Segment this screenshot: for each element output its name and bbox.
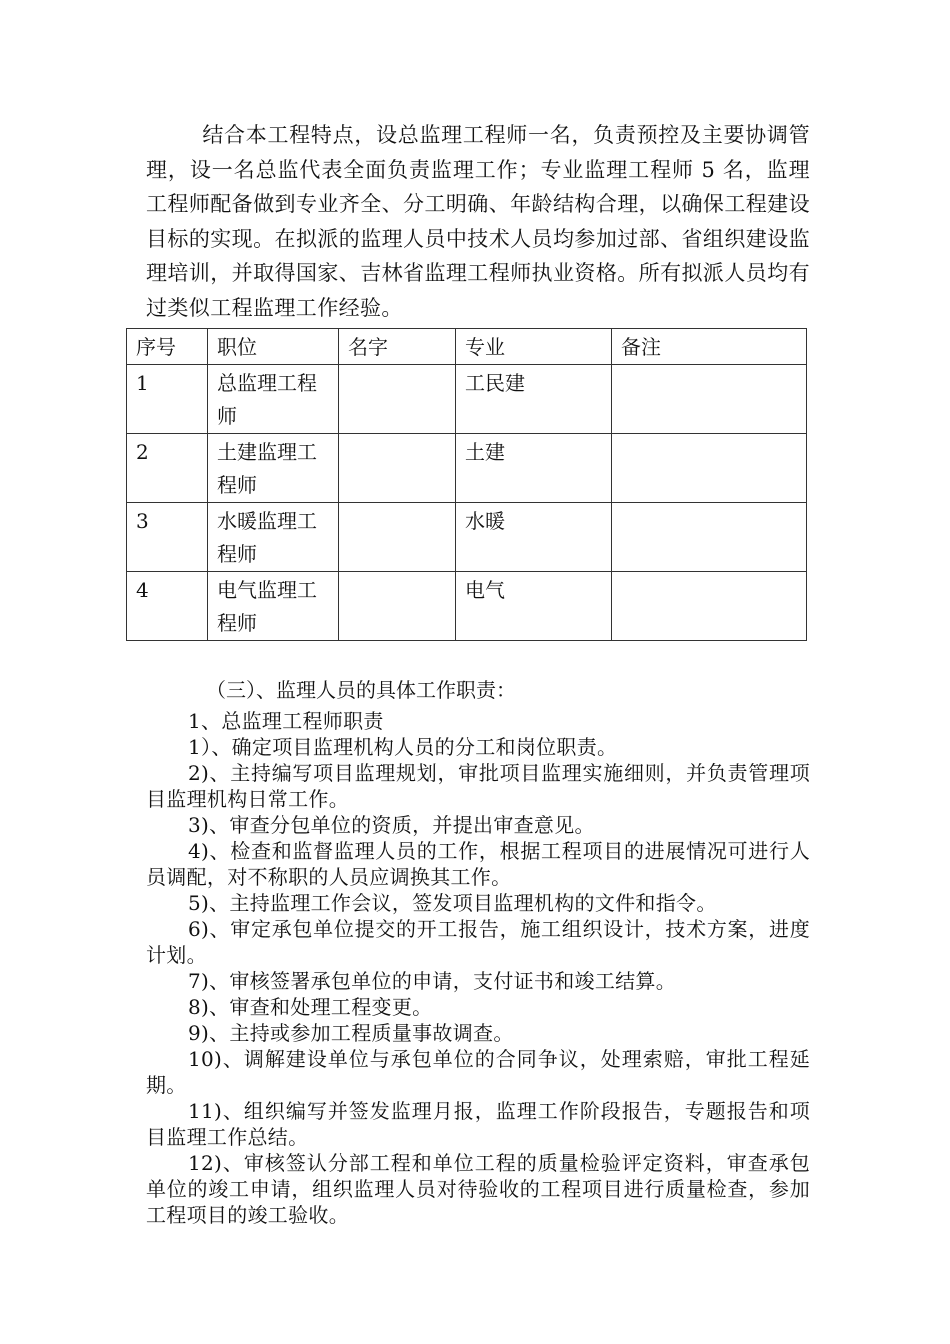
duty-item-text: 7)、审核签署承包单位的申请，支付证书和竣工结算。 [188, 969, 677, 993]
duty-item-text: 10)、调解建设单位与承包单位的合同争议，处理索赔，审批工程延期。 [146, 1047, 810, 1097]
intro-paragraph [146, 118, 810, 325]
table-header-row [127, 329, 807, 365]
duty-item [146, 734, 810, 760]
header-cell: 专业 [456, 329, 612, 365]
table-row [127, 503, 807, 572]
duty-item [146, 1046, 810, 1098]
table-cell: 2 [127, 434, 208, 503]
table-row [127, 365, 807, 434]
table-cell: 土建 [456, 434, 612, 503]
duty-item [146, 916, 810, 968]
table-cell: 总监理工程师 [208, 365, 339, 434]
duty-item [146, 812, 810, 838]
table-cell: 3 [127, 503, 208, 572]
header-cell: 名字 [339, 329, 456, 365]
table-cell [612, 434, 807, 503]
duty-item-text: 8)、审查和处理工程变更。 [188, 995, 433, 1019]
table-cell [612, 572, 807, 641]
duty-item [146, 890, 810, 916]
duty-item-text: 12)、审核签认分部工程和单位工程的质量检验评定资料，审查承包单位的竣工申请，组织监理人员对待验收的工程项目进行质量检查，参加工程项目的竣工验收。 [146, 1151, 810, 1227]
table-cell: 水暖 [456, 503, 612, 572]
table-cell [612, 503, 807, 572]
table-cell: 工民建 [456, 365, 612, 434]
table-cell [339, 365, 456, 434]
duty-item-text: 4)、检查和监督监理人员的工作，根据工程项目的进展情况可进行人员调配，对不称职的人员应调换其工作。 [146, 839, 810, 889]
duty-item [146, 994, 810, 1020]
table-cell: 水暖监理工程师 [208, 503, 339, 572]
duty-item [146, 838, 810, 890]
header-cell: 备注 [612, 329, 807, 365]
intro-text: 结合本工程特点，设总监理工程师一名，负责预控及主要协调管理，设一名总监代表全面负责监理工作；专业监理工程师 5 名，监理工程师配备做到专业齐全、分工明确、年龄结构合理，以确保工程建设目标的实现。在拟派的监理人员中技术人员均参加过部、省组织建设监理培训，并取得国家、吉林省监理工程师执业资格。所有拟派人员均有过类似工程监理工作经验。 [146, 123, 810, 320]
duty-item-text: 9)、主持或参加工程质量事故调查。 [188, 1021, 514, 1045]
table-cell [339, 434, 456, 503]
duty-item [146, 1020, 810, 1046]
table-cell [339, 503, 456, 572]
table-row [127, 572, 807, 641]
table-cell: 电气监理工程师 [208, 572, 339, 641]
duty-item [146, 1150, 810, 1228]
header-cell: 序号 [127, 329, 208, 365]
table-cell [612, 365, 807, 434]
duty-item-text: 2)、主持编写项目监理规划，审批项目监理实施细则，并负责管理项目监理机构日常工作。 [146, 761, 810, 811]
duties-subtitle [146, 708, 810, 734]
duty-item-text: 6)、审定承包单位提交的开工报告，施工组织设计，技术方案，进度计划。 [146, 917, 810, 967]
table-cell: 4 [127, 572, 208, 641]
header-cell: 职位 [208, 329, 339, 365]
table-cell: 土建监理工程师 [208, 434, 339, 503]
duty-item [146, 760, 810, 812]
table-row [127, 434, 807, 503]
duties-list [146, 708, 810, 1228]
duty-item [146, 968, 810, 994]
table-cell: 电气 [456, 572, 612, 641]
table-cell [339, 572, 456, 641]
duty-item-text: 3)、审查分包单位的资质，并提出审查意见。 [188, 813, 595, 837]
duty-item [146, 1098, 810, 1150]
duty-item-text: 1）、确定项目监理机构人员的分工和岗位职责。 [188, 735, 618, 759]
duty-item-text: 11)、组织编写并签发监理月报，监理工作阶段报告，专题报告和项目监理工作总结。 [146, 1099, 810, 1149]
section-title: （三）、监理人员的具体工作职责： [206, 678, 516, 702]
table-cell: 1 [127, 365, 208, 434]
duties-subtitle-text: 1、总监理工程师职责 [188, 709, 384, 733]
staff-table [126, 328, 807, 641]
duty-item-text: 5)、主持监理工作会议，签发项目监理机构的文件和指令。 [188, 891, 717, 915]
